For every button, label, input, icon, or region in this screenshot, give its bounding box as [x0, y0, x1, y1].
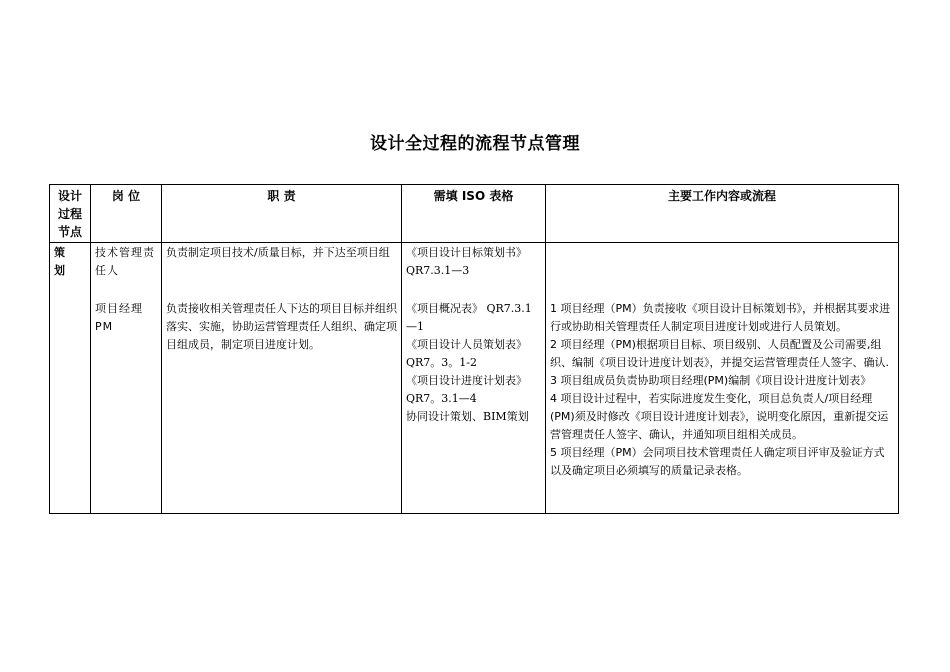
table-row — [50, 291, 899, 514]
duty-cell: 负责制定项目技术/质量目标，并下达至项目组 — [162, 243, 402, 292]
header-form: 需填 ISO 表格 — [402, 185, 546, 243]
role-cell: 技术管理责任人 — [91, 243, 162, 292]
content-step: 1 项目经理（PM）负责接收《项目设计目标策划书》，并根据其要求进行或协助相关管理责任人制定项目进度计划或进行人员策划。 — [550, 302, 891, 333]
document-title: 设计全过程的流程节点管理 — [370, 134, 580, 154]
role-cell: 项目经理PM — [91, 291, 162, 514]
process-node-table — [49, 184, 899, 514]
duty-cell: 负责接收相关管理责任人下达的项目目标并组织落实、实施，协助运营管理责任人组织、确定项目组成员，制定项目进度计划。 — [162, 291, 402, 514]
node-planning: 策 划 — [50, 243, 91, 514]
form-item: 协同设计策划、BIM策划 — [406, 410, 529, 423]
content-step: 4 项目设计过程中，若实际进度发生变化，项目总负责人/项目经理(PM)须及时修改《项目设计进度计划表》，说明变化原因，重新提交运营管理责任人签字、确认，并通知项目组相关成员。 — [550, 392, 889, 441]
content-step: 5 项目经理（PM）会同项目技术管理责任人确定项目评审及验证方式以及确定项目必须填写的质量记录表格。 — [550, 446, 885, 477]
form-item: 《项目设计人员策划表》QR7。3。1-2 — [406, 338, 527, 369]
header-node: 设计 过程 节点 — [50, 185, 91, 243]
table-row — [50, 243, 899, 292]
form-item: 《项目概况表》 QR7.3.1—1 — [406, 302, 532, 333]
header-row — [50, 185, 899, 243]
header-role: 岗 位 — [91, 185, 162, 243]
content-step: 2 项目经理（PM)根据项目目标、项目级别、人员配置及公司需要,组织、编制《项目设计进度计划表》，并提交运营管理责任人签字、确认. — [550, 338, 889, 369]
header-content: 主要工作内容或流程 — [546, 185, 899, 243]
content-step: 3 项目组成员负责协助项目经理(PM)编制《项目设计进度计划表》 — [550, 374, 872, 387]
form-item: 《项目设计进度计划表》QR7。3.1—4 — [406, 374, 527, 405]
form-cell — [402, 291, 546, 514]
content-cell — [546, 291, 899, 514]
form-cell: 《项目设计目标策划书》QR7.3.1—3 — [402, 243, 546, 292]
header-duty: 职 责 — [162, 185, 402, 243]
content-cell — [546, 243, 899, 292]
